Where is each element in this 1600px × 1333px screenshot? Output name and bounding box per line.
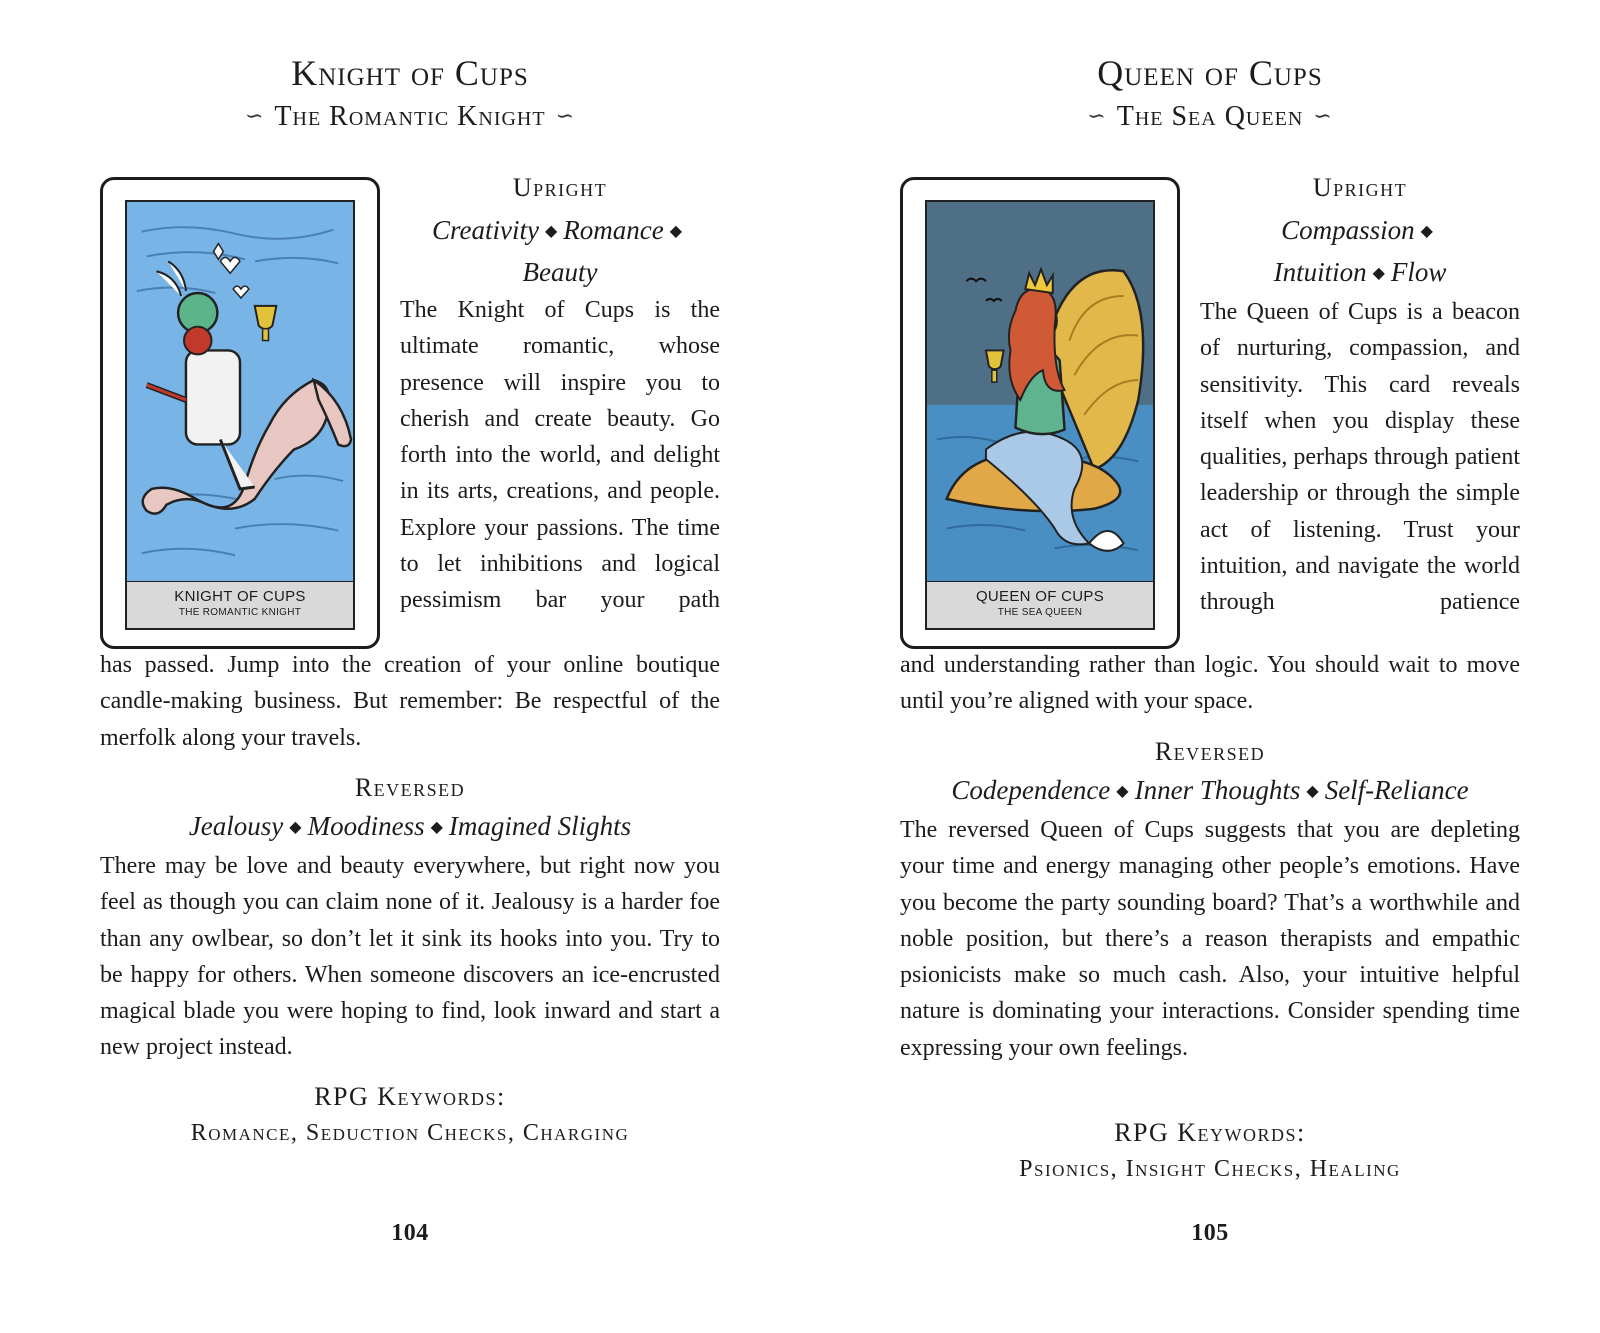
keyword: Moodiness xyxy=(307,811,425,841)
page-left xyxy=(100,0,720,1333)
flourish-left-icon: ∽ xyxy=(244,103,265,128)
page-right xyxy=(900,0,1520,1333)
diamond-separator-icon: ◆ xyxy=(1116,783,1129,800)
rpg-keywords-section xyxy=(900,1118,1520,1183)
rpg-keywords-section xyxy=(100,1082,720,1147)
page-number: 104 xyxy=(391,1220,429,1246)
keyword: Compassion xyxy=(1281,215,1415,245)
upright-body-continued: has passed. Jump into the creation of your online boutique candle-making business. But remember: Be respectful of the merfolk along your travels. xyxy=(100,652,720,751)
upright-side-column xyxy=(400,170,720,619)
diamond-separator-icon: ◆ xyxy=(1372,265,1385,282)
rpg-keywords-heading: RPG Keywords: xyxy=(1114,1118,1306,1147)
diamond-separator-icon: ◆ xyxy=(1306,783,1319,800)
keyword: Flow xyxy=(1390,257,1447,287)
upright-body-side: The Queen of Cups is a beacon of nurturing, compassion, and sensitivity. This card reveals itself when you display these qualities, perhaps through patient leadership or through the simple act of listening. Trust your intuition, and navigate the world through patience xyxy=(1200,299,1520,616)
keyword: Codependence xyxy=(951,775,1111,805)
reversed-body: There may be love and beauty everywhere, but right now you feel as though you can claim none of it. Jealousy is a harder foe than any owlbear, so don’t let it sink its hooks into you. Try to be happy for others. When someone discovers an ice-encrusted magical blade you were hoping to find, look inward and start a new project instead. xyxy=(100,853,720,1061)
keyword: Imagined Slights xyxy=(448,811,632,841)
flourish-right-icon: ∽ xyxy=(555,103,576,128)
diamond-separator-icon: ◆ xyxy=(669,223,683,240)
card-title: Queen of Cups xyxy=(1097,53,1323,93)
upright-body-continued-block xyxy=(100,647,720,756)
card-caption xyxy=(925,582,1155,630)
mermaid-queen-illustration xyxy=(925,200,1155,583)
keyword: Creativity xyxy=(431,215,539,245)
subtitle-text: The Romantic Knight xyxy=(274,101,546,132)
reversed-heading: Reversed xyxy=(354,773,466,802)
tarot-card-image xyxy=(100,177,380,649)
reversed-section xyxy=(100,770,720,1066)
diamond-separator-icon: ◆ xyxy=(544,223,558,240)
rpg-keywords-heading: RPG Keywords: xyxy=(314,1082,506,1111)
upright-keywords xyxy=(1200,210,1520,294)
card-caption-subtitle: THE SEA QUEEN xyxy=(997,607,1083,618)
keyword: Beauty xyxy=(522,257,598,287)
diamond-separator-icon: ◆ xyxy=(289,819,302,836)
reversed-section xyxy=(900,734,1520,1066)
keyword: Intuition xyxy=(1273,257,1367,287)
diamond-separator-icon: ◆ xyxy=(1420,223,1433,240)
knight-riding-seahorse-illustration xyxy=(125,200,355,583)
reversed-keywords xyxy=(100,806,720,848)
upright-body-continued-block xyxy=(900,647,1520,720)
upright-heading: Upright xyxy=(512,173,608,202)
card-subtitle xyxy=(900,101,1520,133)
reversed-heading: Reversed xyxy=(1154,737,1266,766)
keyword: Inner Thoughts xyxy=(1134,775,1301,805)
reversed-body: The reversed Queen of Cups suggests that you are depleting your time and energy managing other people’s emotions. Have you become the party sounding board? That’s a worthwhile and noble position, but there’s a reason therapists and empathic psionicists make so much cash. Also, your intuitive helpful nature is dominating your interactions. Consider spending time expressing your own feelings. xyxy=(900,817,1520,1061)
rpg-keywords-list: Romance, Seduction Checks, Charging xyxy=(190,1120,630,1146)
upright-heading: Upright xyxy=(1312,173,1408,202)
upright-body-continued: and understanding rather than logic. You should wait to move until you’re aligned with your space. xyxy=(900,652,1520,715)
card-caption-title: QUEEN OF CUPS xyxy=(975,588,1105,605)
subtitle-text: The Sea Queen xyxy=(1116,101,1304,132)
keyword: Self-Reliance xyxy=(1324,775,1469,805)
reversed-keywords xyxy=(900,770,1520,812)
card-caption xyxy=(125,582,355,630)
diamond-separator-icon: ◆ xyxy=(430,819,443,836)
keyword: Jealousy xyxy=(188,811,284,841)
upright-body-side: The Knight of Cups is the ultimate romantic, whose presence will inspire you to cherish and create beauty. Go forth into the world, and delight in its arts, creations, and people. Explore your passions. The time to let inhibitions and logical pessimism bar your path xyxy=(400,297,720,614)
tarot-card-image xyxy=(900,177,1180,649)
card-subtitle xyxy=(100,101,720,133)
flourish-right-icon: ∽ xyxy=(1313,103,1333,128)
card-title: Knight of Cups xyxy=(291,53,529,93)
flourish-left-icon: ∽ xyxy=(1087,103,1107,128)
upright-keywords xyxy=(400,210,720,292)
card-caption-subtitle: THE ROMANTIC KNIGHT xyxy=(178,607,302,618)
keyword: Romance xyxy=(563,215,664,245)
card-caption-title: KNIGHT OF CUPS xyxy=(174,588,306,605)
page-number: 105 xyxy=(1191,1220,1229,1246)
upright-side-column xyxy=(1200,170,1520,621)
rpg-keywords-list: Psionics, Insight Checks, Healing xyxy=(1019,1156,1401,1182)
